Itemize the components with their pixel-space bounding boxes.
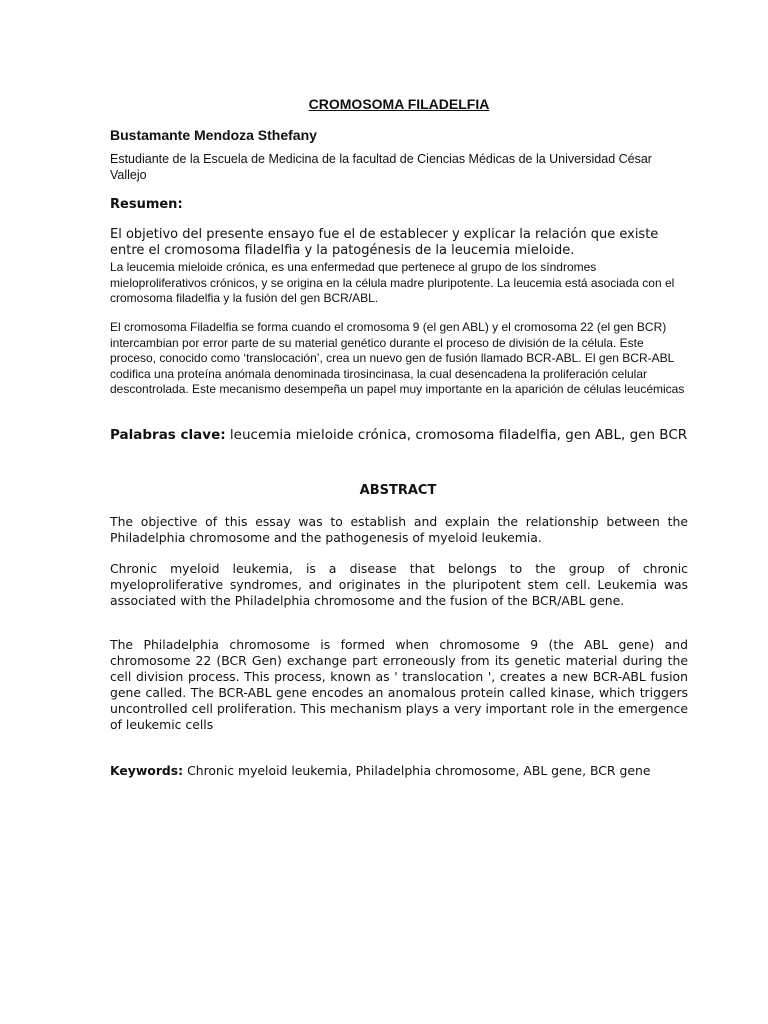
palabras-clave-text: leucemia mieloide crónica, cromosoma filadelfia, gen ABL, gen BCR (225, 427, 688, 443)
keywords-text: Chronic myeloid leukemia, Philadelphia chromosome, ABL gene, BCR gene (183, 763, 651, 778)
keywords-label: Keywords: (110, 763, 184, 778)
author-name: Bustamante Mendoza Sthefany (110, 127, 317, 143)
keywords (110, 763, 688, 779)
author-affiliation: Estudiante de la Escuela de Medicina de la facultad de Ciencias Médicas de la Universidad César Vallejo (110, 152, 652, 182)
paper-title: CROMOSOMA FILADELFIA (308, 96, 490, 112)
resumen-paragraph-2: La leucemia mieloide crónica, es una enfermedad que pertenece al grupo de los síndromes mieloproliferativos crónicos, y se origina en la célula madre pluripotente. La leucemia está asociada con el cromosoma filadelfia y la fusión del gen BCR/ABL. (110, 260, 675, 305)
abstract-paragraph-1: The objective of this essay was to establish and explain the relationship between the Philadelphia chromosome and the pathogenesis of myeloid leukemia. (110, 514, 688, 545)
resumen-paragraph-1: El objetivo del presente ensayo fue el de establecer y explicar la relación que existe entre el cromosoma filadelfia y la patogénesis de la leucemia mieloide. (110, 227, 659, 258)
abstract-paragraph-2: Chronic myeloid leukemia, is a disease that belongs to the group of chronic myeloproliferative syndromes, and originates in the pluripotent stem cell. Leukemia was associated with the Philadelphia chromosome and the fusion of the BCR/ABL gene. (110, 561, 688, 608)
resumen-heading: Resumen: (110, 197, 183, 212)
abstract-heading: ABSTRACT (359, 483, 437, 498)
palabras-clave-label: Palabras clave: (110, 427, 226, 443)
resumen-paragraph-3: El cromosoma Filadelfia se forma cuando el cromosoma 9 (el gen ABL) y el cromosoma 22 (el gen BCR) intercambian por error parte de su material genético durante el proceso de división de la célula. Este proceso, conocido como ‘translocación’, crea un nuevo gen de fusión llamado BCR-ABL. El gen BCR-ABL codifica una proteína anómala denominada tirosincinasa, la cual desencadena la proliferación celular descontrolada. Este mecanismo desempeña un papel muy importante en la aparición de células leucémicas (110, 320, 685, 396)
palabras-clave (110, 427, 688, 444)
abstract-paragraph-3: The Philadelphia chromosome is formed when chromosome 9 (the ABL gene) and chromosome 22 (BCR Gen) exchange part erroneously from its genetic material during the cell division process. This process, known as ' translocation ', creates a new BCR-ABL fusion gene called. The BCR-ABL gene encodes an anomalous protein called kinase, which triggers uncontrolled cell proliferation. This mechanism plays a very important role in the emergence of leukemic cells (110, 637, 688, 732)
